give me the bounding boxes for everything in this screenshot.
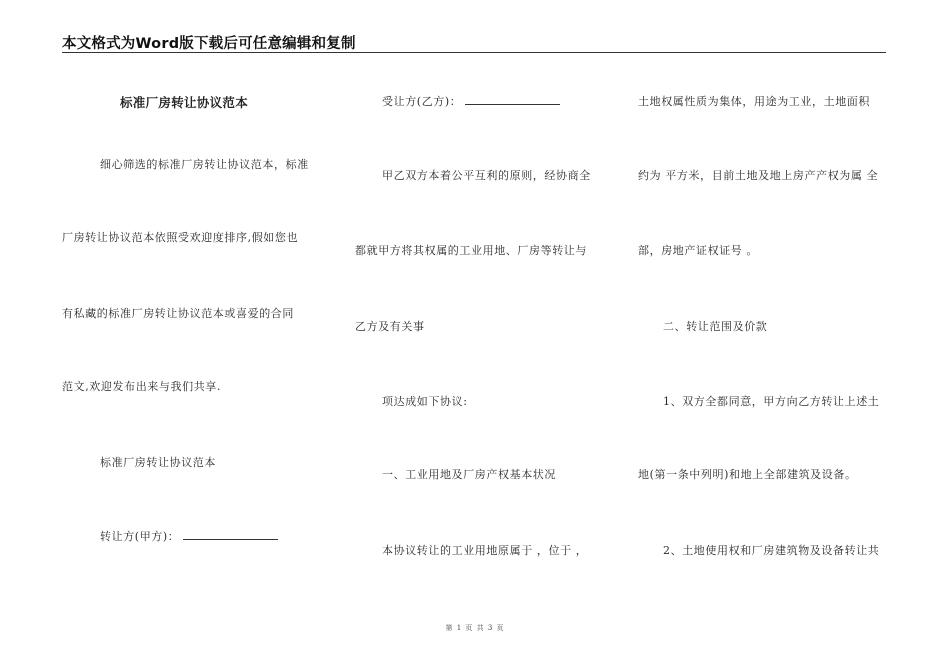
page-number: 第 1 页 共 3 页 [445, 624, 505, 632]
paragraph-line: 本协议转让的工业用地原属于 ，位于 ， [382, 544, 588, 557]
paragraph-line: 细心筛选的标准厂房转让协议范本，标准 [100, 158, 309, 171]
section-heading: 二、转让范围及价款 [663, 320, 768, 333]
transferee-line [382, 93, 560, 109]
paragraph-line: 土地权属性质为集体，用途为工业，土地面积 [638, 95, 870, 108]
document-title: 标准厂房转让协议范本 [120, 95, 249, 110]
transferor-line [100, 528, 278, 544]
paragraph-line: 都就甲方将其权属的工业用地、厂房等转让与 [355, 244, 587, 257]
document-header-title: 本文格式为Word版下载后可任意编辑和复制 [62, 36, 356, 52]
paragraph-line: 厂房转让协议范本依照受欢迎度排序,假如您也 [62, 231, 299, 244]
paragraph-line: 2、土地使用权和厂房建筑物及设备转让共 [663, 544, 880, 557]
transferee-label: 受让方(乙方)： [382, 95, 462, 108]
paragraph-line: 有私藏的标准厂房转让协议范本或喜爱的合同 [62, 307, 294, 320]
transferor-blank [183, 529, 278, 540]
paragraph-line: 乙方及有关事 [355, 320, 425, 333]
paragraph-line: 部，房地产证权证号 。 [638, 244, 759, 257]
section-heading: 一、工业用地及厂房产权基本状况 [382, 468, 556, 481]
transferor-label: 转让方(甲方)： [100, 530, 180, 543]
paragraph-line: 范文,欢迎发布出来与我们共享. [62, 380, 221, 393]
section-heading: 标准厂房转让协议范本 [100, 456, 216, 469]
paragraph-line: 甲乙双方本着公平互利的原则，经协商全 [382, 169, 591, 182]
transferee-blank [465, 94, 560, 105]
paragraph-line: 约为 平方米，目前土地及地上房产产权为属 全 [638, 169, 879, 182]
paragraph-line: 项达成如下协议: [382, 395, 468, 408]
paragraph-line: 1、双方全都同意，甲方向乙方转让上述土 [663, 395, 880, 408]
paragraph-line: 地(第一条中列明)和地上全部建筑及设备。 [638, 468, 857, 481]
header-divider [62, 52, 886, 53]
